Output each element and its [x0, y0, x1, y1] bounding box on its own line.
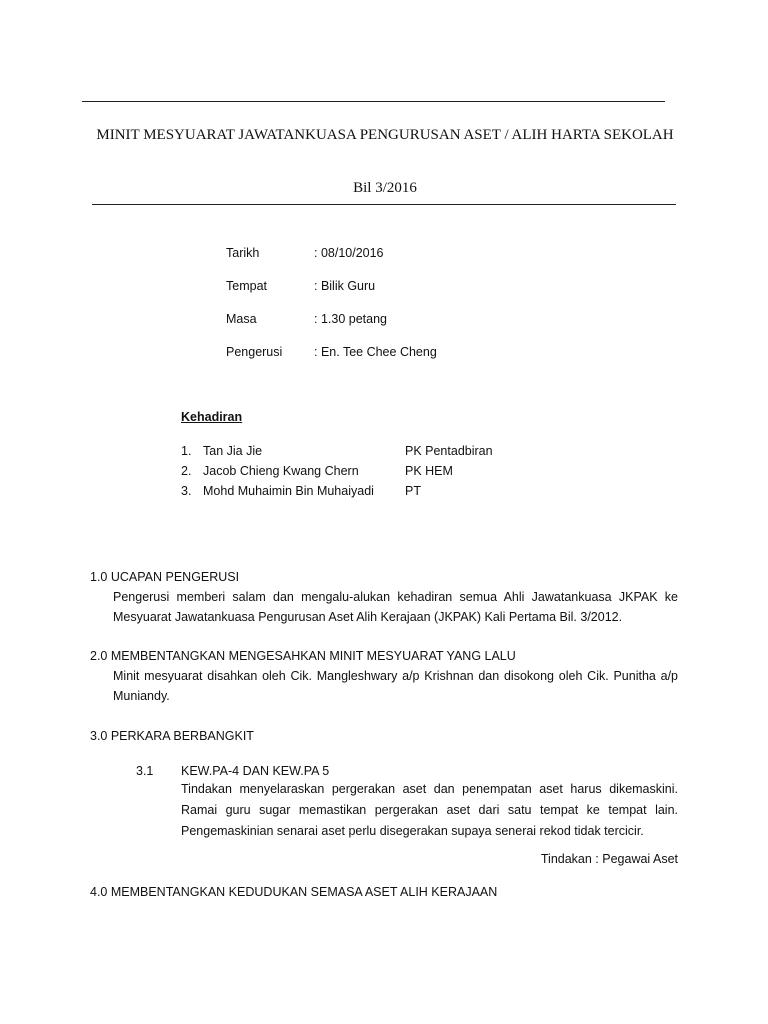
subsection-text: Tindakan menyelaraskan pergerakan aset dan penempatan aset harus dikemaskini. Ramai guru sugar memastikan pergerakan aset dari satu tempat ke tempat lain. Pengemaskinian senarai aset perlu disegerakan supaya senerai rekod tidak tercicir. [181, 782, 678, 838]
attendance-role: PK Pentadbiran [405, 444, 493, 458]
section-heading-4: 4.0 MEMBENTANGKAN KEDUDUKAN SEMASA ASET ALIH KERAJAAN [90, 885, 498, 899]
section-text-2: Minit mesyuarat disahkan oleh Cik. Mangleshwary a/p Krishnan dan disokong oleh Cik. Punitha a/p Muniandy. [113, 669, 678, 703]
meta-label: Pengerusi [226, 345, 283, 359]
attendance-number: 2. [181, 464, 192, 478]
attendance-role: PK HEM [405, 464, 453, 478]
subsection-number: 3.1 [136, 764, 154, 778]
meta-value: : Bilik Guru [314, 279, 376, 293]
attendance-role: PT [405, 484, 421, 498]
subsection-title: KEW.PA-4 DAN KEW.PA 5 [181, 764, 330, 778]
meta-label: Masa [226, 312, 257, 326]
meta-label: Tempat [226, 279, 267, 293]
section-heading-2: 2.0 MEMBENTANGKAN MENGESAHKAN MINIT MESYUARAT YANG LALU [90, 649, 516, 663]
attendance-name: Mohd Muhaimin Bin Muhaiyadi [203, 484, 374, 498]
meta-value: : 1.30 petang [314, 312, 387, 326]
document-number: Bil 3/2016 [353, 180, 417, 196]
top-rule [82, 101, 665, 102]
attendance-name: Tan Jia Jie [203, 444, 263, 458]
document-title: MINIT MESYUARAT JAWATANKUASA PENGURUSAN ASET / ALIH HARTA SEKOLAH [96, 127, 674, 143]
section-text-1: Pengerusi memberi salam dan mengalu-alukan kehadiran semua Ahli Jawatankuasa JKPAK ke Mesyuarat Jawatankuasa Pengurusan Aset Alih Kerajaan (JKPAK) Kali Pertama Bil. 3/2012. [113, 590, 678, 624]
title-rule [92, 204, 676, 205]
section-heading-1: 1.0 UCAPAN PENGERUSI [90, 570, 240, 584]
attendance-heading: Kehadiran [181, 410, 243, 424]
attendance-number: 3. [181, 484, 192, 498]
action-note: Tindakan : Pegawai Aset [540, 852, 678, 866]
meta-label: Tarikh [226, 246, 260, 260]
meta-value: : En. Tee Chee Cheng [314, 345, 437, 359]
meta-value: : 08/10/2016 [314, 246, 384, 260]
section-heading-3: 3.0 PERKARA BERBANGKIT [90, 729, 254, 743]
attendance-name: Jacob Chieng Kwang Chern [203, 464, 359, 478]
attendance-number: 1. [181, 444, 192, 458]
